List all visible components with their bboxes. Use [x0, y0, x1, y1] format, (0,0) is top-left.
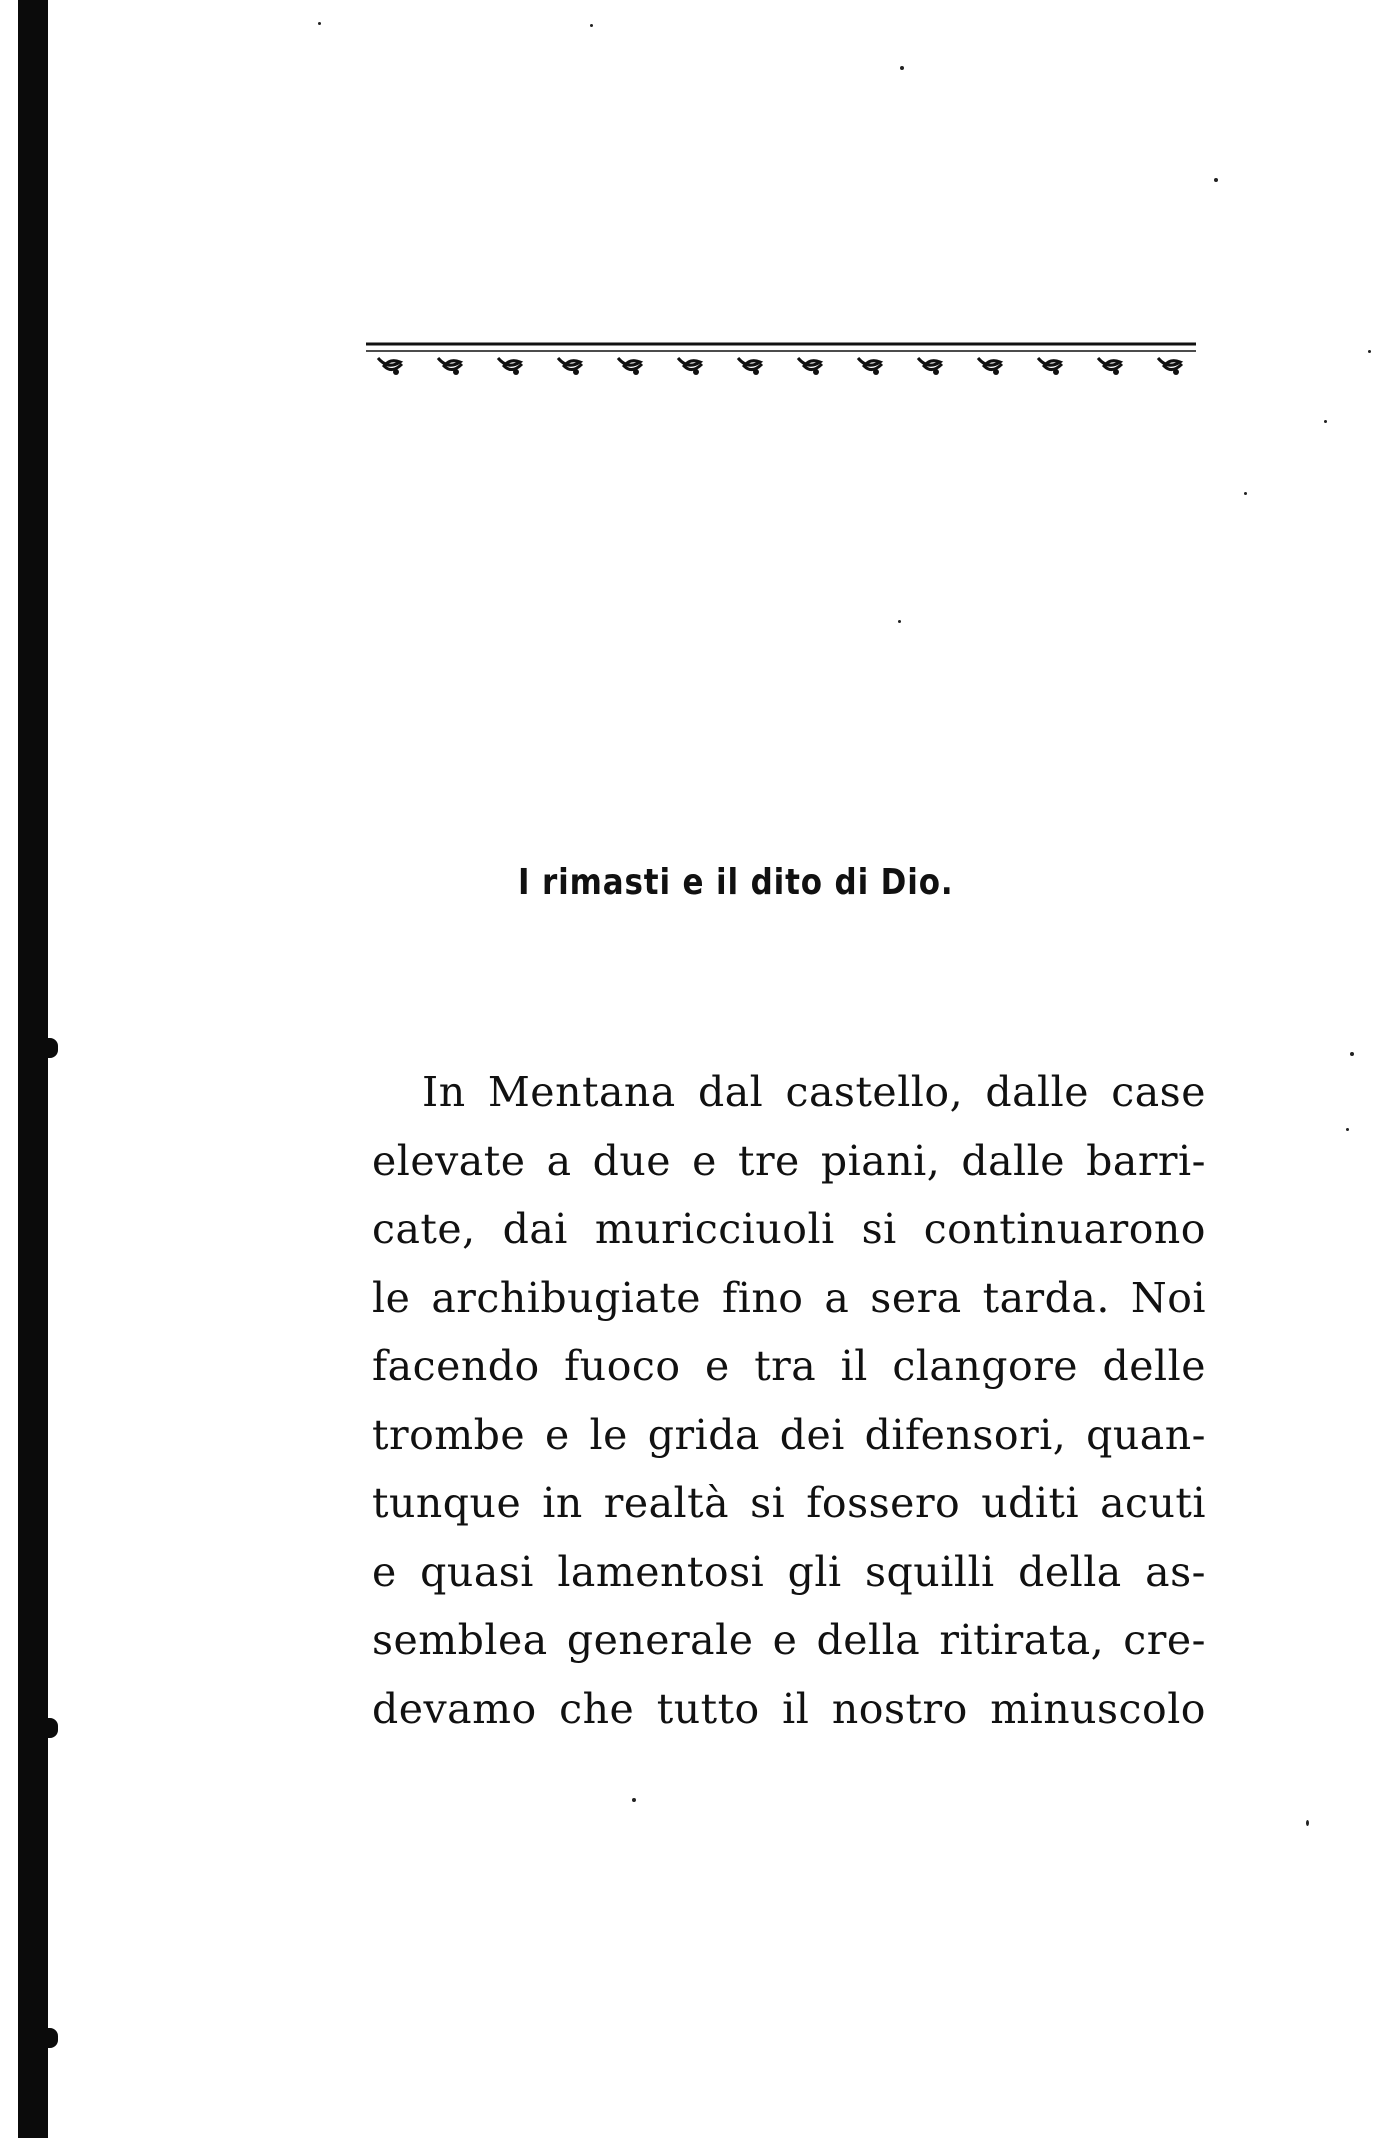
text-line: e quasi lamentosi gli squilli della as-	[372, 1547, 1206, 1596]
print-speck	[1350, 1052, 1354, 1056]
text-line: In Mentana dal castello, dalle case	[422, 1068, 1206, 1116]
binding-notch	[44, 1718, 58, 1738]
print-speck	[1346, 1128, 1349, 1131]
print-speck	[632, 1798, 636, 1802]
binding-notch	[44, 2028, 58, 2048]
text-line: cate, dai muricciuoli si continuarono	[372, 1205, 1206, 1253]
text-line: le archibugiate fino a sera tarda. Noi	[372, 1273, 1206, 1322]
text-line: tunque in realtà si fossero uditi acuti	[372, 1479, 1206, 1527]
print-speck	[590, 24, 593, 27]
print-speck	[1244, 492, 1247, 495]
text-line: facendo fuoco e tra il clangore delle	[372, 1342, 1206, 1390]
chapter-title: I rimasti e il dito di Dio.	[518, 862, 954, 903]
page-binding-edge	[18, 0, 48, 2138]
print-speck	[318, 22, 321, 25]
print-speck	[900, 66, 904, 70]
ornamental-scroll-band-icon	[366, 340, 1196, 384]
print-speck	[898, 620, 901, 623]
text-line: devamo che tutto il nostro minuscolo	[372, 1684, 1206, 1733]
binding-notch	[44, 1038, 58, 1058]
text-line: semblea generale e della ritirata, cre-	[372, 1616, 1206, 1664]
print-speck	[1214, 178, 1218, 182]
text-line: trombe e le grida dei difensori, quan-	[372, 1410, 1206, 1459]
text-line: elevate a due e tre piani, dalle barri-	[372, 1136, 1206, 1185]
print-speck	[1324, 420, 1327, 423]
print-speck	[1306, 1820, 1309, 1826]
print-speck	[1368, 350, 1371, 353]
body-paragraph	[372, 1058, 1206, 1743]
